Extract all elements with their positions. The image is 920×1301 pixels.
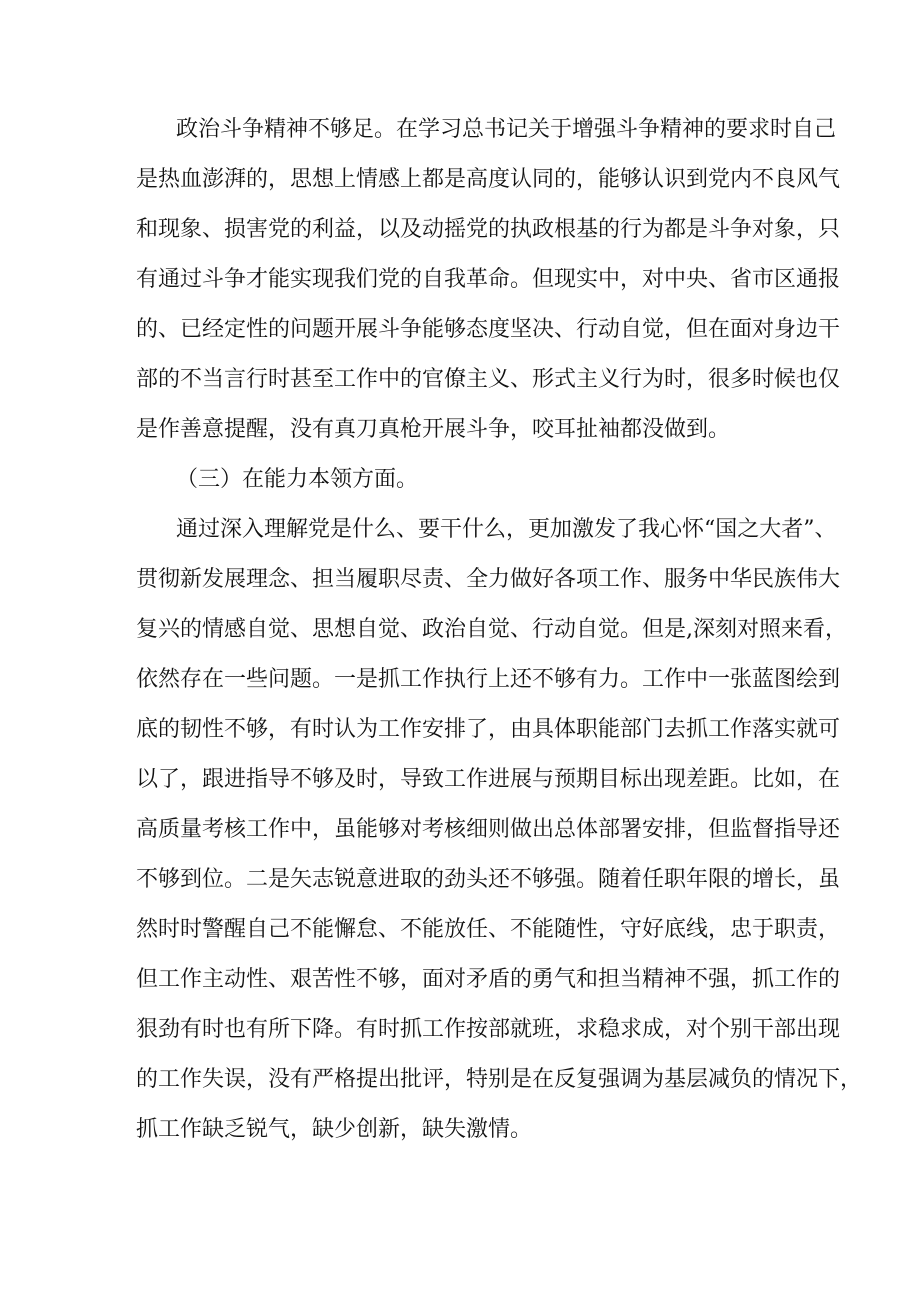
text-line-13: 底的韧性不够，有时认为工作安排了，由具体职能部门去抓工作落实就可 — [136, 717, 841, 742]
text-line-5: 的、已经定性的问题开展斗争能够态度坚决、行动自觉，但在面对身边干 — [136, 317, 841, 342]
text-line-17: 然时时警醒自己不能懈怠、不能放任、不能随性，守好底线，忠于职责， — [136, 917, 841, 942]
text-line-15: 高质量考核工作中，虽能够对考核细则做出总体部署安排，但监督指导还 — [136, 817, 841, 842]
text-line-10: 贯彻新发展理念、担当履职尽责、全力做好各项工作、服务中华民族伟大 — [136, 567, 841, 592]
text-line-9: 通过深入理解党是什么、要干什么，更加激发了我心怀“国之大者”、 — [176, 517, 837, 542]
text-line-4: 有通过斗争才能实现我们党的自我革命。但现实中，对中央、省市区通报 — [136, 267, 841, 292]
text-line-18: 但工作主动性、艰苦性不够，面对矛盾的勇气和担当精神不强，抓工作的 — [136, 967, 841, 992]
text-line-16: 不够到位。二是矢志锐意进取的劲头还不够强。随着任职年限的增长，虽 — [136, 867, 841, 892]
text-line-2: 是热血澎湃的，思想上情感上都是高度认同的，能够认识到党内不良风气 — [136, 167, 841, 192]
text-line-1: 政治斗争精神不够足。在学习总书记关于增强斗争精神的要求时自己 — [176, 117, 837, 142]
text-line-19: 狠劲有时也有所下降。有时抓工作按部就班，求稳求成，对个别干部出现 — [136, 1017, 841, 1042]
text-line-20: 的工作失误，没有严格提出批评，特别是在反复强调为基层减负的情况下， — [136, 1067, 863, 1092]
text-line-3: 和现象、损害党的利益，以及动摇党的执政根基的行为都是斗争对象，只 — [136, 217, 841, 242]
text-line-12: 依然存在一些问题。一是抓工作执行上还不够有力。工作中一张蓝图绘到 — [136, 667, 841, 692]
text-line-6: 部的不当言行时甚至工作中的官僚主义、形式主义行为时，很多时候也仅 — [136, 367, 841, 392]
text-line-11: 复兴的情感自觉、思想自觉、政治自觉、行动自觉。但是,深刻对照来看， — [136, 617, 847, 642]
section-heading: （三）在能力本领方面。 — [176, 467, 419, 492]
text-line-7: 是作善意提醒，没有真刀真枪开展斗争，咬耳扯袖都没做到。 — [136, 417, 731, 442]
text-line-21: 抓工作缺乏锐气，缺少创新，缺失激情。 — [136, 1117, 533, 1142]
text-line-14: 以了，跟进指导不够及时，导致工作进展与预期目标出现差距。比如，在 — [136, 767, 841, 792]
